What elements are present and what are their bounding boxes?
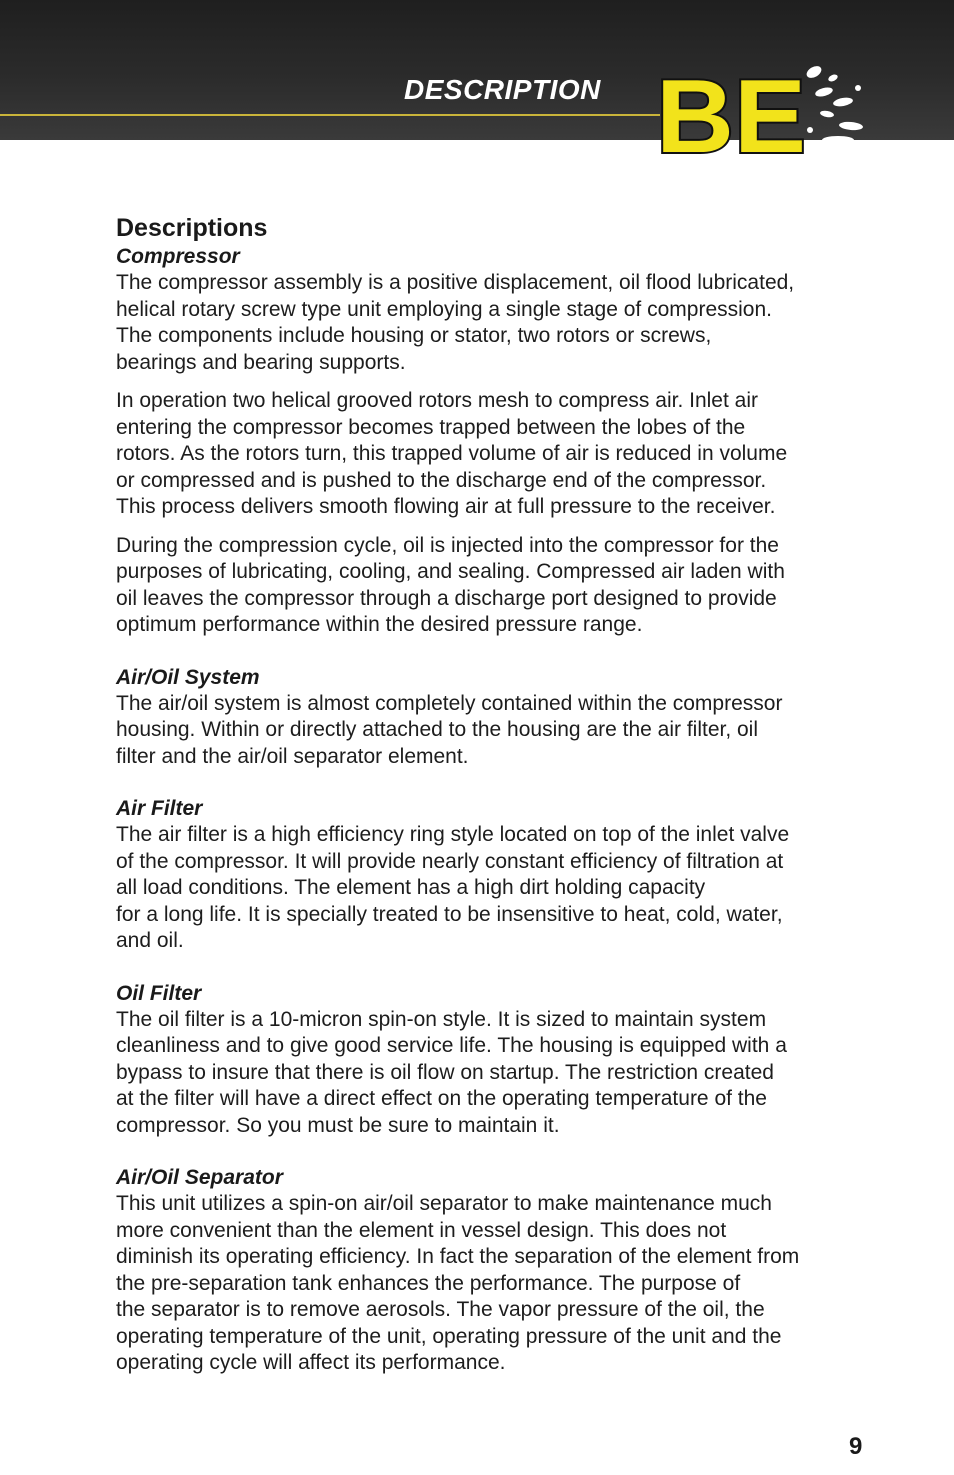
compressor-paragraph-2: In operation two helical grooved rotors mesh to compress air. Inlet air entering the compressor becomes trapped between the lobes of the rotors. As the rotors turn, this trapped volume of air is reduced in volume or compressed and is pushed to the discharge end of the compressor. This process delivers smooth flowing air at full pressure to the receiver. <box>116 389 788 518</box>
be-logo <box>652 52 872 160</box>
logo-splatter <box>805 64 868 154</box>
logo-letters: BE <box>656 59 806 160</box>
page-title: DESCRIPTION <box>404 74 601 105</box>
header-rule <box>0 114 660 116</box>
air-oil-separator-paragraph: This unit utilizes a spin-on air/oil separator to make maintenance much more convenient than the element in vessel design. This does not diminish its operating efficiency. In fact the separation of the element from the pre-separation tank enhances the performance. The purpose of the separator is to remove aerosols. The vapor pressure of the oil, the operating temperature of the unit, operating pressure of the unit and the operating cycle will affect its performance. <box>116 1192 800 1374</box>
compressor-heading: Compressor <box>116 245 240 268</box>
oil-filter-heading: Oil Filter <box>116 981 202 1005</box>
compressor-paragraph-1: The compressor assembly is a positive displacement, oil flood lubricated, helical rotary screw type unit employing a single stage of compression. The components include housing or stator, two rotors or screws, bearings and bearing supports. <box>116 271 795 374</box>
compressor-paragraph-3: During the compression cycle, oil is injected into the compressor for the purposes of lubricating, cooling, and sealing. Compressed air laden with oil leaves the compressor through a discharge port designed to provide optimum performance within the desired pressure range. <box>116 533 785 636</box>
page-number: 9 <box>849 1433 863 1460</box>
air-oil-system-heading: Air/Oil System <box>116 665 260 689</box>
air-filter-heading: Air Filter <box>116 797 203 820</box>
section-heading: Descriptions <box>116 214 268 242</box>
main-content <box>116 212 876 1377</box>
air-filter-paragraph: The air filter is a high efficiency ring style located on top of the inlet valve of the compressor. It will provide nearly constant efficiency of filtration at all load conditions. The element has a high dirt holding capacity for a long life. It is specially treated to be insensitive to heat, cold, water, and oil. <box>116 823 790 952</box>
air-oil-separator-heading: Air/Oil Separator <box>116 1166 283 1189</box>
air-oil-system-paragraph: The air/oil system is almost completely contained within the compressor housing. Within or directly attached to the housing are the air filter, oil filter and the air/oil separator element. <box>116 691 783 768</box>
oil-filter-paragraph: The oil filter is a 10-micron spin-on style. It is sized to maintain system cleanliness and to give good service life. The housing is equipped with a bypass to insure that there is oil flow on startup. The restriction created at the filter will have a direct effect on the operating temperature of the compressor. So you must be sure to maintain it. <box>116 1007 787 1137</box>
